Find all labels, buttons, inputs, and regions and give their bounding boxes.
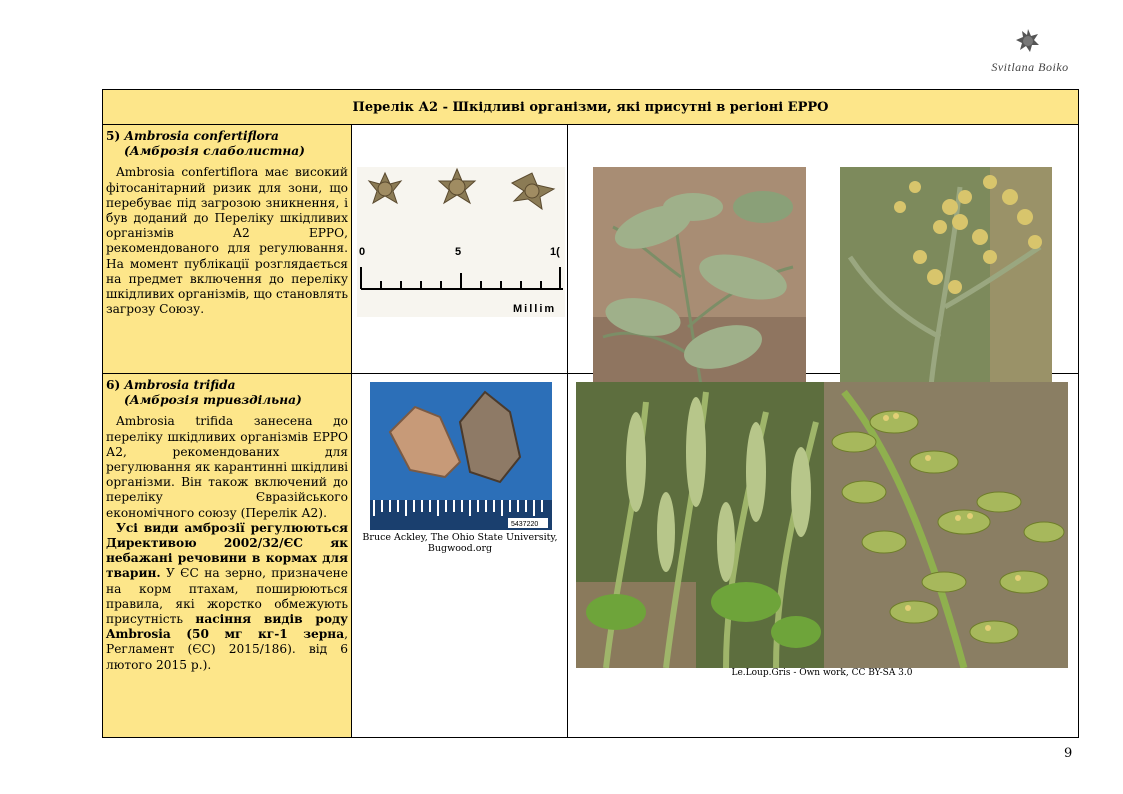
seed-image-5 [357, 167, 565, 317]
scale-label-5: 5 [455, 246, 462, 258]
plant-photo-6b [824, 382, 1068, 668]
scale-unit: Millim [513, 303, 557, 315]
pest-table [102, 89, 1079, 738]
seed-image-6 [370, 382, 552, 530]
pest-text-5: Ambrosia confertiflora має високий фітосанітарний ризик для зони, що перебуває під загрозою зникнення, і був доданий до Переліку шкідливих організмів А2 ЕРРО, рекомендованого для регулювання. На момент публікації розглядається на предмет включення до переліку шкідливих організмів, що становлять загрозу Союзу. [106, 165, 348, 317]
seed-caption-6: Bruce Ackley, The Ohio State University, Bugwood.org [362, 532, 558, 554]
seed-image-cell-6 [352, 374, 568, 738]
pest-name-5: 5) Ambrosia confertiflora [106, 129, 279, 143]
photo-cell-6 [568, 374, 1079, 738]
pest-text-6b: Усі види амброзії регулюються Директивою 2002/32/ЄС як небажані речовини в кормах для тварин. У ЄС на зерно, призначене на корм птахам, поширюються правила, які жорстко обмежують присутність насіння видів роду Ambrosia (50 мг кг-1 зерна, Регламент (ЄС) 2015/186). від 6 лютого 2015 р.). [106, 520, 348, 672]
pest-description-6 [103, 374, 352, 738]
page-number: 9 [1064, 746, 1073, 761]
photo-cell-5 [568, 125, 1079, 374]
plant-photo-5a [593, 167, 806, 397]
pest-name-6: 6) Ambrosia trifida [106, 378, 236, 392]
pest-common-name-5: (Амброзія слаболистна) [124, 144, 305, 159]
plant-photo-5b [840, 167, 1052, 397]
pest-common-name-6: (Амброзія тривздільна) [124, 393, 302, 408]
pest-text-6a: Ambrosia trifida занесена до переліку шкідливих організмів ЕРРО А2, рекомендованих для регулювання як карантинні шкідливі організми. Він також включений до переліку Євразійського економічного союзу (Перелік А2). [106, 414, 348, 520]
plant-photo-6a [576, 382, 824, 668]
table-title: Перелік А2 - Шкідливі організми, які присутні в регіоні ЕРРО [103, 90, 1079, 125]
seed-image-id: 5437220 [511, 521, 539, 528]
logo [980, 24, 1080, 84]
photo-caption-6: Le.Loup.Gris - Own work, CC BY-SA 3.0 [731, 668, 913, 678]
seed-image-cell-5 [352, 125, 568, 374]
logo-signature: Svitlana Boiko [991, 60, 1069, 74]
scale-label-0: 0 [359, 246, 366, 258]
scale-label-10: 1( [550, 246, 560, 258]
pest-description-5 [103, 125, 352, 374]
